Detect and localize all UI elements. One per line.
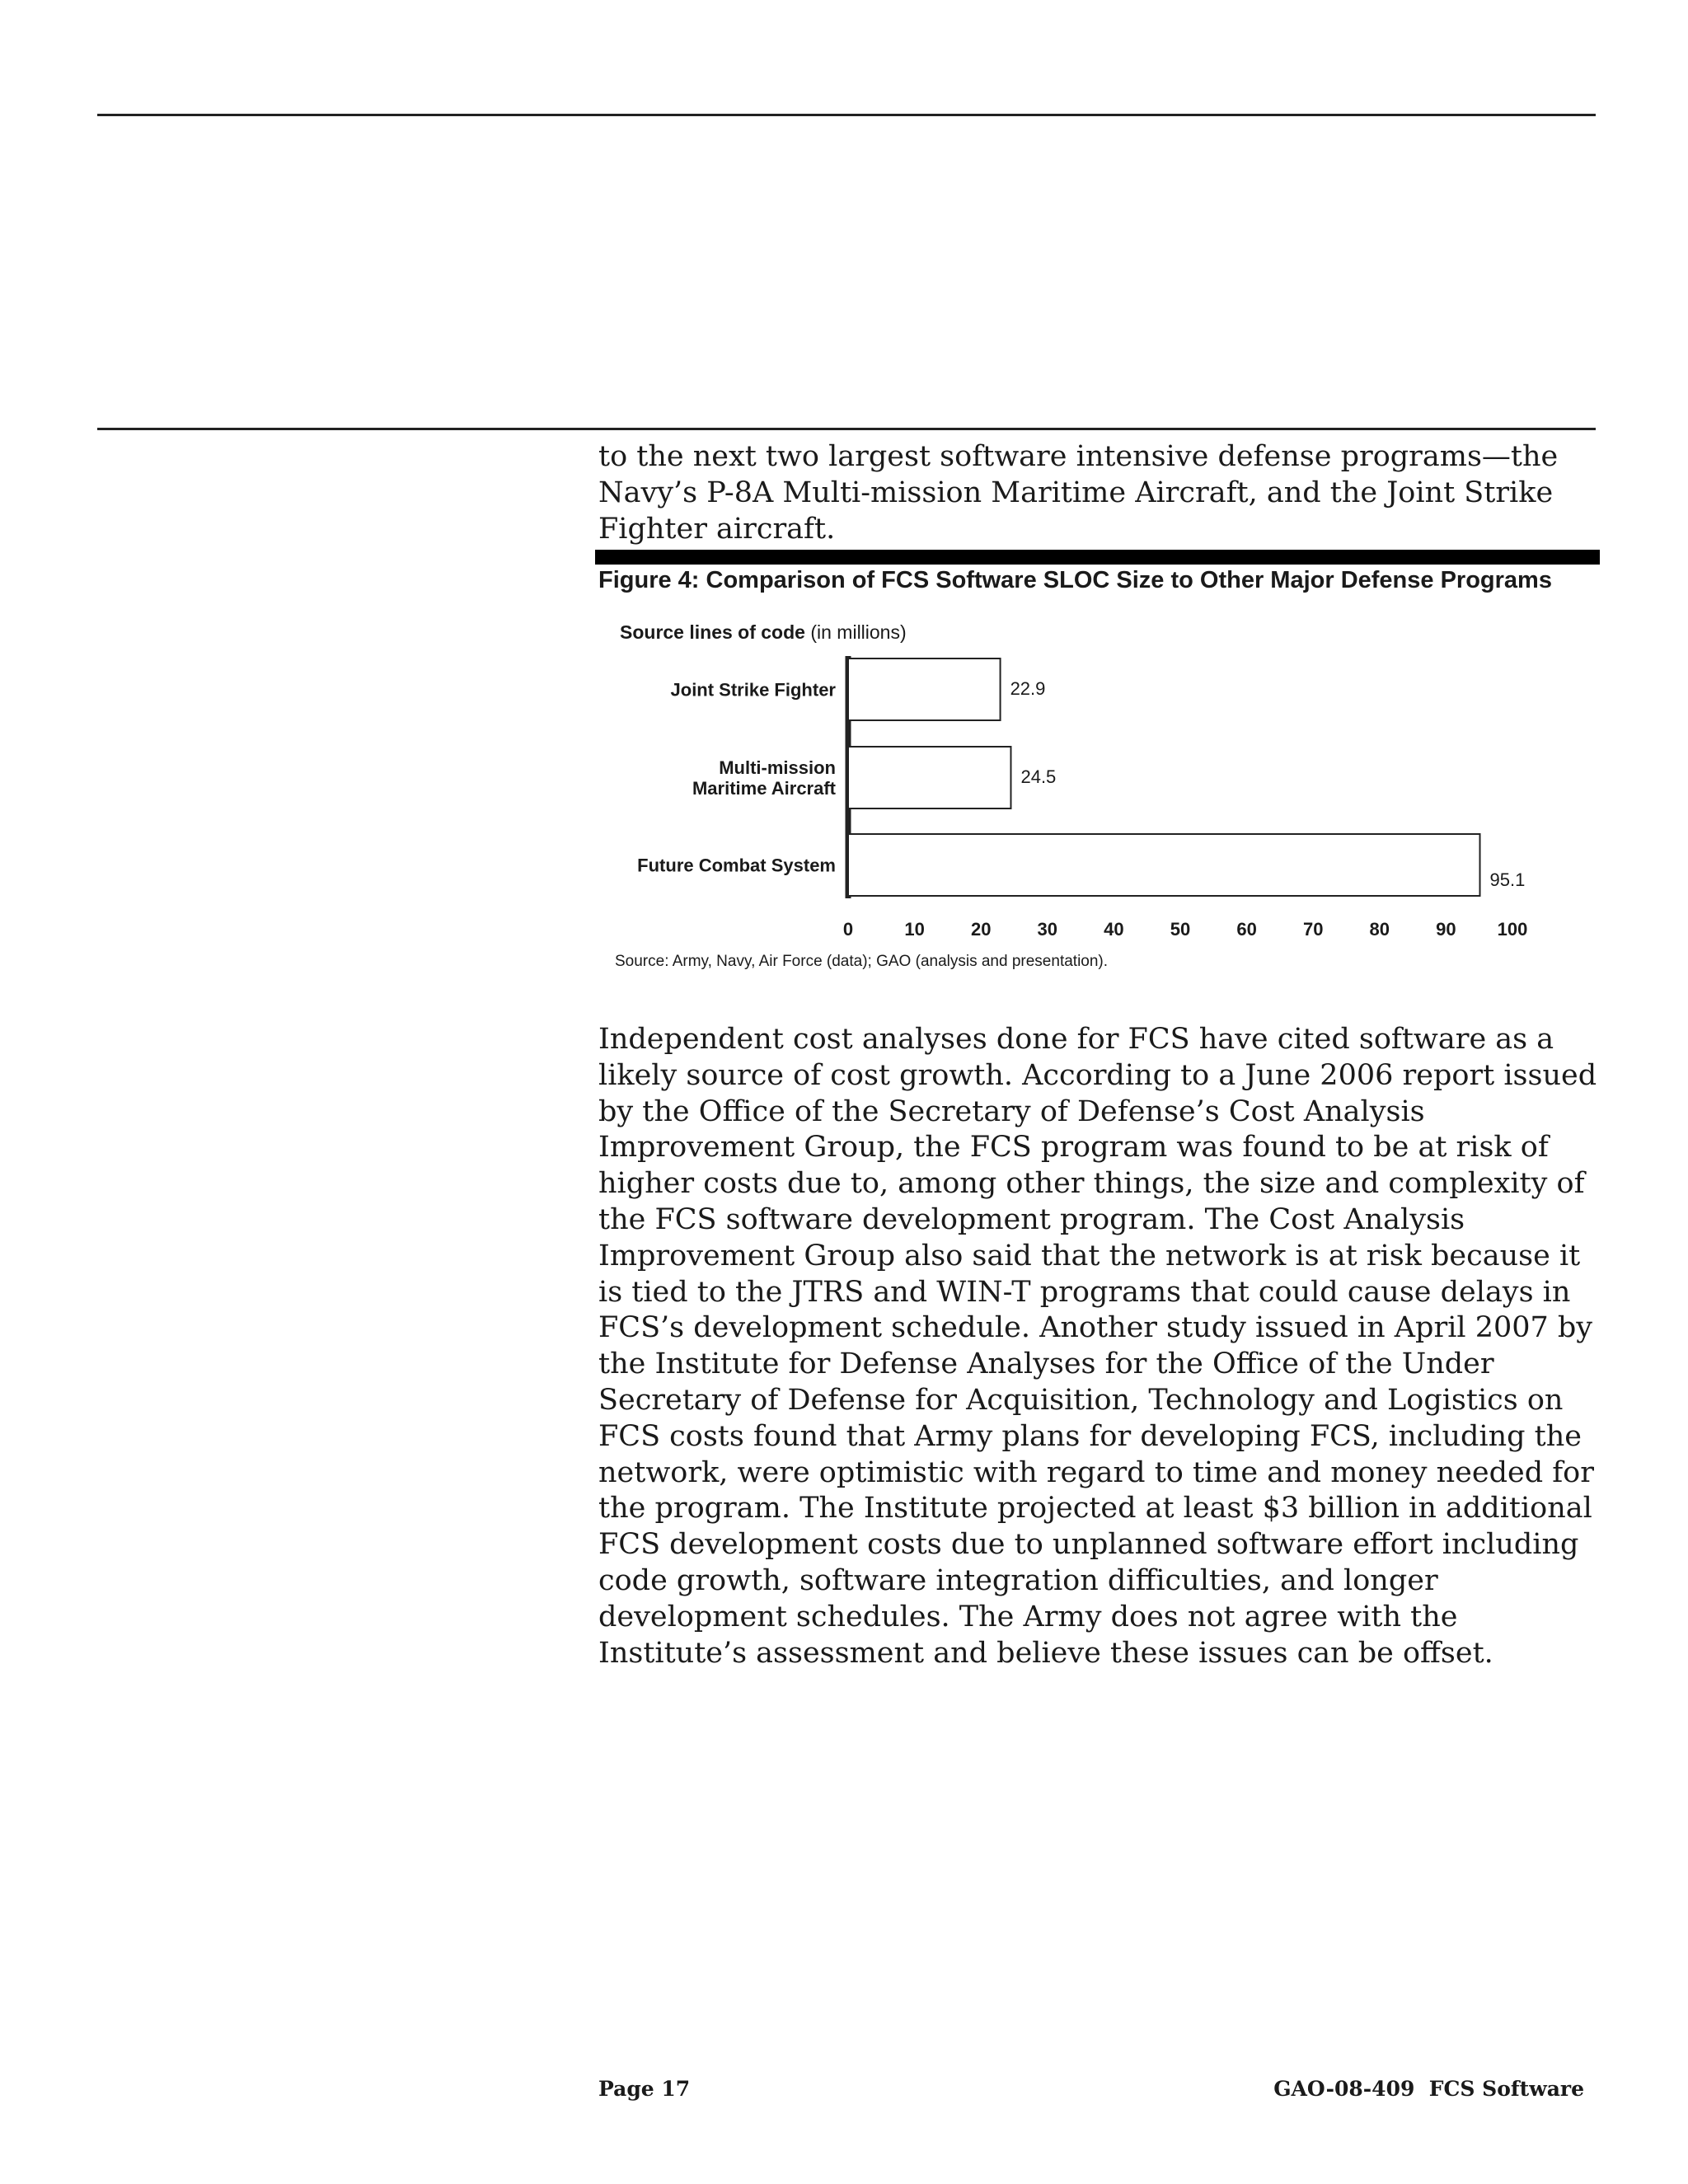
chart-x-tick-label: 20 [970, 919, 992, 940]
chart-x-tick-label: 90 [1436, 919, 1456, 940]
chart-x-tick-label: 60 [1236, 919, 1257, 940]
page-number: Page 17 [598, 2077, 691, 2101]
chart-x-tick-label: 70 [1302, 919, 1324, 940]
chart-value-label: 24.5 [1020, 766, 1057, 787]
figure-title: Figure 4: Comparison of FCS Software SLOC Size to Other Major Defense Programs [598, 567, 1552, 593]
chart-category-label: Multi-mission [719, 757, 836, 778]
sloc-bar-chart [0, 0, 1688, 989]
chart-x-tick-label: 30 [1037, 919, 1058, 940]
chart-x-tick-label: 50 [1170, 919, 1191, 940]
chart-category-label: Maritime Aircraft [692, 778, 836, 799]
chart-category-label: Joint Strike Fighter [670, 679, 836, 701]
chart-x-tick-label: 100 [1497, 919, 1528, 940]
axis-title-unit: (in millions) [804, 621, 907, 643]
chart-value-label: 95.1 [1489, 869, 1526, 890]
chart-category-label: Future Combat System [637, 855, 836, 876]
chart-x-tick-label: 80 [1369, 919, 1390, 940]
report-id: GAO-08-409 FCS Software [1273, 2077, 1584, 2101]
chart-bar [848, 658, 1001, 720]
body-paragraph: Independent cost analyses done for FCS have cited software as a likely source of cost growth. According to a June 2006 report issued by the Office of the Secretary of Defense’s Cost Analysis Improvement Group, the FCS program was found to be at risk of higher costs due to, among other things, the size and complexity of the FCS software development program. The Cost Analysis Improvement Group also said that the network is at risk because it is tied to the JTRS and WIN-T programs that could cause delays in FCS’s development schedule. Another study issued in April 2007 by the Institute for Defense Analyses for the Office of the Under Secretary of Defense for Acquisition, Technology and Logistics on FCS costs found that Army plans for developing FCS, including the network, were optimistic with regard to time and money needed for the program. The Institute projected at least $3 billion in additional FCS development costs due to unplanned software effort including code growth, software integration difficulties, and longer development schedules. The Army does not agree with the Institute’s assessment and believe these issues can be offset. [598, 1023, 1597, 1670]
axis-title-bold: Source lines of code [620, 621, 805, 643]
intro-paragraph: to the next two largest software intensive defense programs—the Navy’s P-8A Multi-mission Maritime Aircraft, and the Joint Strike Fighter aircraft. [598, 440, 1559, 546]
chart-x-tick-label: 40 [1104, 919, 1124, 940]
figure-source: Source: Army, Navy, Air Force (data); GAO (analysis and presentation). [615, 953, 1109, 970]
chart-x-tick-label: 10 [904, 919, 925, 940]
chart-bar [848, 747, 1010, 808]
chart-bar [848, 834, 1480, 896]
chart-x-tick-label: 0 [842, 919, 854, 940]
chart-value-label: 22.9 [1010, 678, 1046, 699]
